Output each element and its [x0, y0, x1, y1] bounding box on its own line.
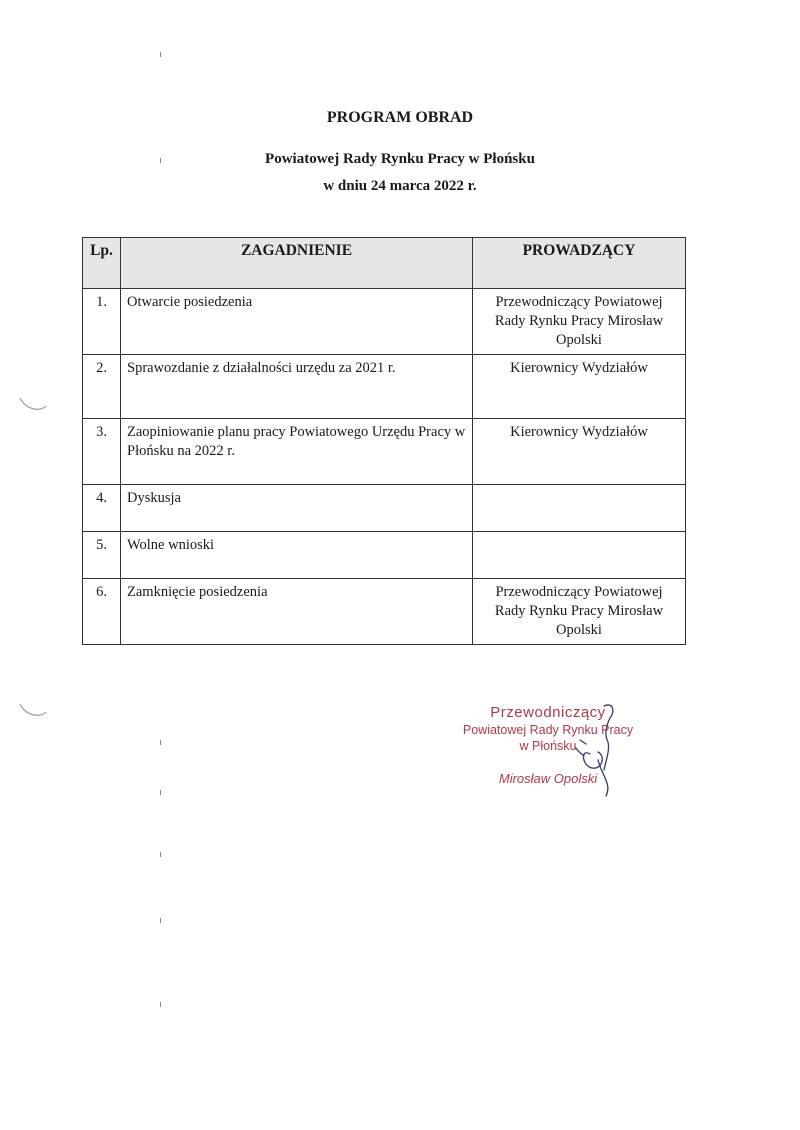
table-row	[83, 532, 686, 579]
column-header-topic: ZAGADNIENIE	[121, 238, 473, 289]
table-row	[83, 289, 686, 355]
row-topic: Wolne wnioski	[121, 532, 473, 579]
table-header-row	[83, 238, 686, 289]
scan-mark	[160, 158, 161, 163]
scan-mark	[160, 52, 161, 57]
row-lead: Kierownicy Wydziałów	[473, 355, 686, 419]
table-row	[83, 355, 686, 419]
scan-mark	[160, 790, 161, 795]
scan-mark	[160, 852, 161, 857]
handwritten-signature	[520, 700, 660, 800]
row-lead: Kierownicy Wydziałów	[473, 419, 686, 485]
stamp-organization: Powiatowej Rady Rynku Pracy	[462, 723, 634, 737]
row-number: 5.	[83, 532, 121, 579]
stamp-location: w Płońsku	[519, 739, 577, 753]
row-topic: Otwarcie posiedzenia	[121, 289, 473, 355]
document-title: PROGRAM OBRAD	[326, 109, 474, 126]
punch-hole-shadow	[18, 396, 48, 414]
row-topic: Zaopiniowanie planu pracy Powiatowego Urzędu Pracy w Płońsku na 2022 r.	[121, 419, 473, 485]
agenda-table	[82, 237, 686, 645]
scan-mark	[160, 1002, 161, 1007]
scan-mark	[160, 740, 161, 745]
stamp-name: Mirosław Opolski	[498, 771, 598, 786]
subtitle-line-1: Powiatowej Rady Rynku Pracy w Płońsku	[265, 151, 535, 167]
document-subtitle	[0, 146, 800, 200]
column-header-lead: PROWADZĄCY	[473, 238, 686, 289]
table-row	[83, 419, 686, 485]
row-number: 3.	[83, 419, 121, 485]
column-header-number: Lp.	[83, 238, 121, 289]
row-topic: Sprawozdanie z działalności urzędu za 2021 r.	[121, 355, 473, 419]
punch-hole-shadow	[18, 702, 48, 720]
row-number: 2.	[83, 355, 121, 419]
row-number: 4.	[83, 485, 121, 532]
row-number: 1.	[83, 289, 121, 355]
row-lead	[473, 485, 686, 532]
scan-mark	[160, 918, 161, 923]
row-topic: Dyskusja	[121, 485, 473, 532]
table-row	[83, 579, 686, 645]
row-lead: Przewodniczący Powiatowej Rady Rynku Pracy Mirosław Opolski	[473, 579, 686, 645]
stamp-title: Przewodniczący	[490, 704, 606, 721]
row-lead: Przewodniczący Powiatowej Rady Rynku Pracy Mirosław Opolski	[473, 289, 686, 355]
table-row	[83, 485, 686, 532]
row-topic: Zamknięcie posiedzenia	[121, 579, 473, 645]
subtitle-line-2: w dniu 24 marca 2022 r.	[323, 178, 477, 194]
row-number: 6.	[83, 579, 121, 645]
row-lead	[473, 532, 686, 579]
